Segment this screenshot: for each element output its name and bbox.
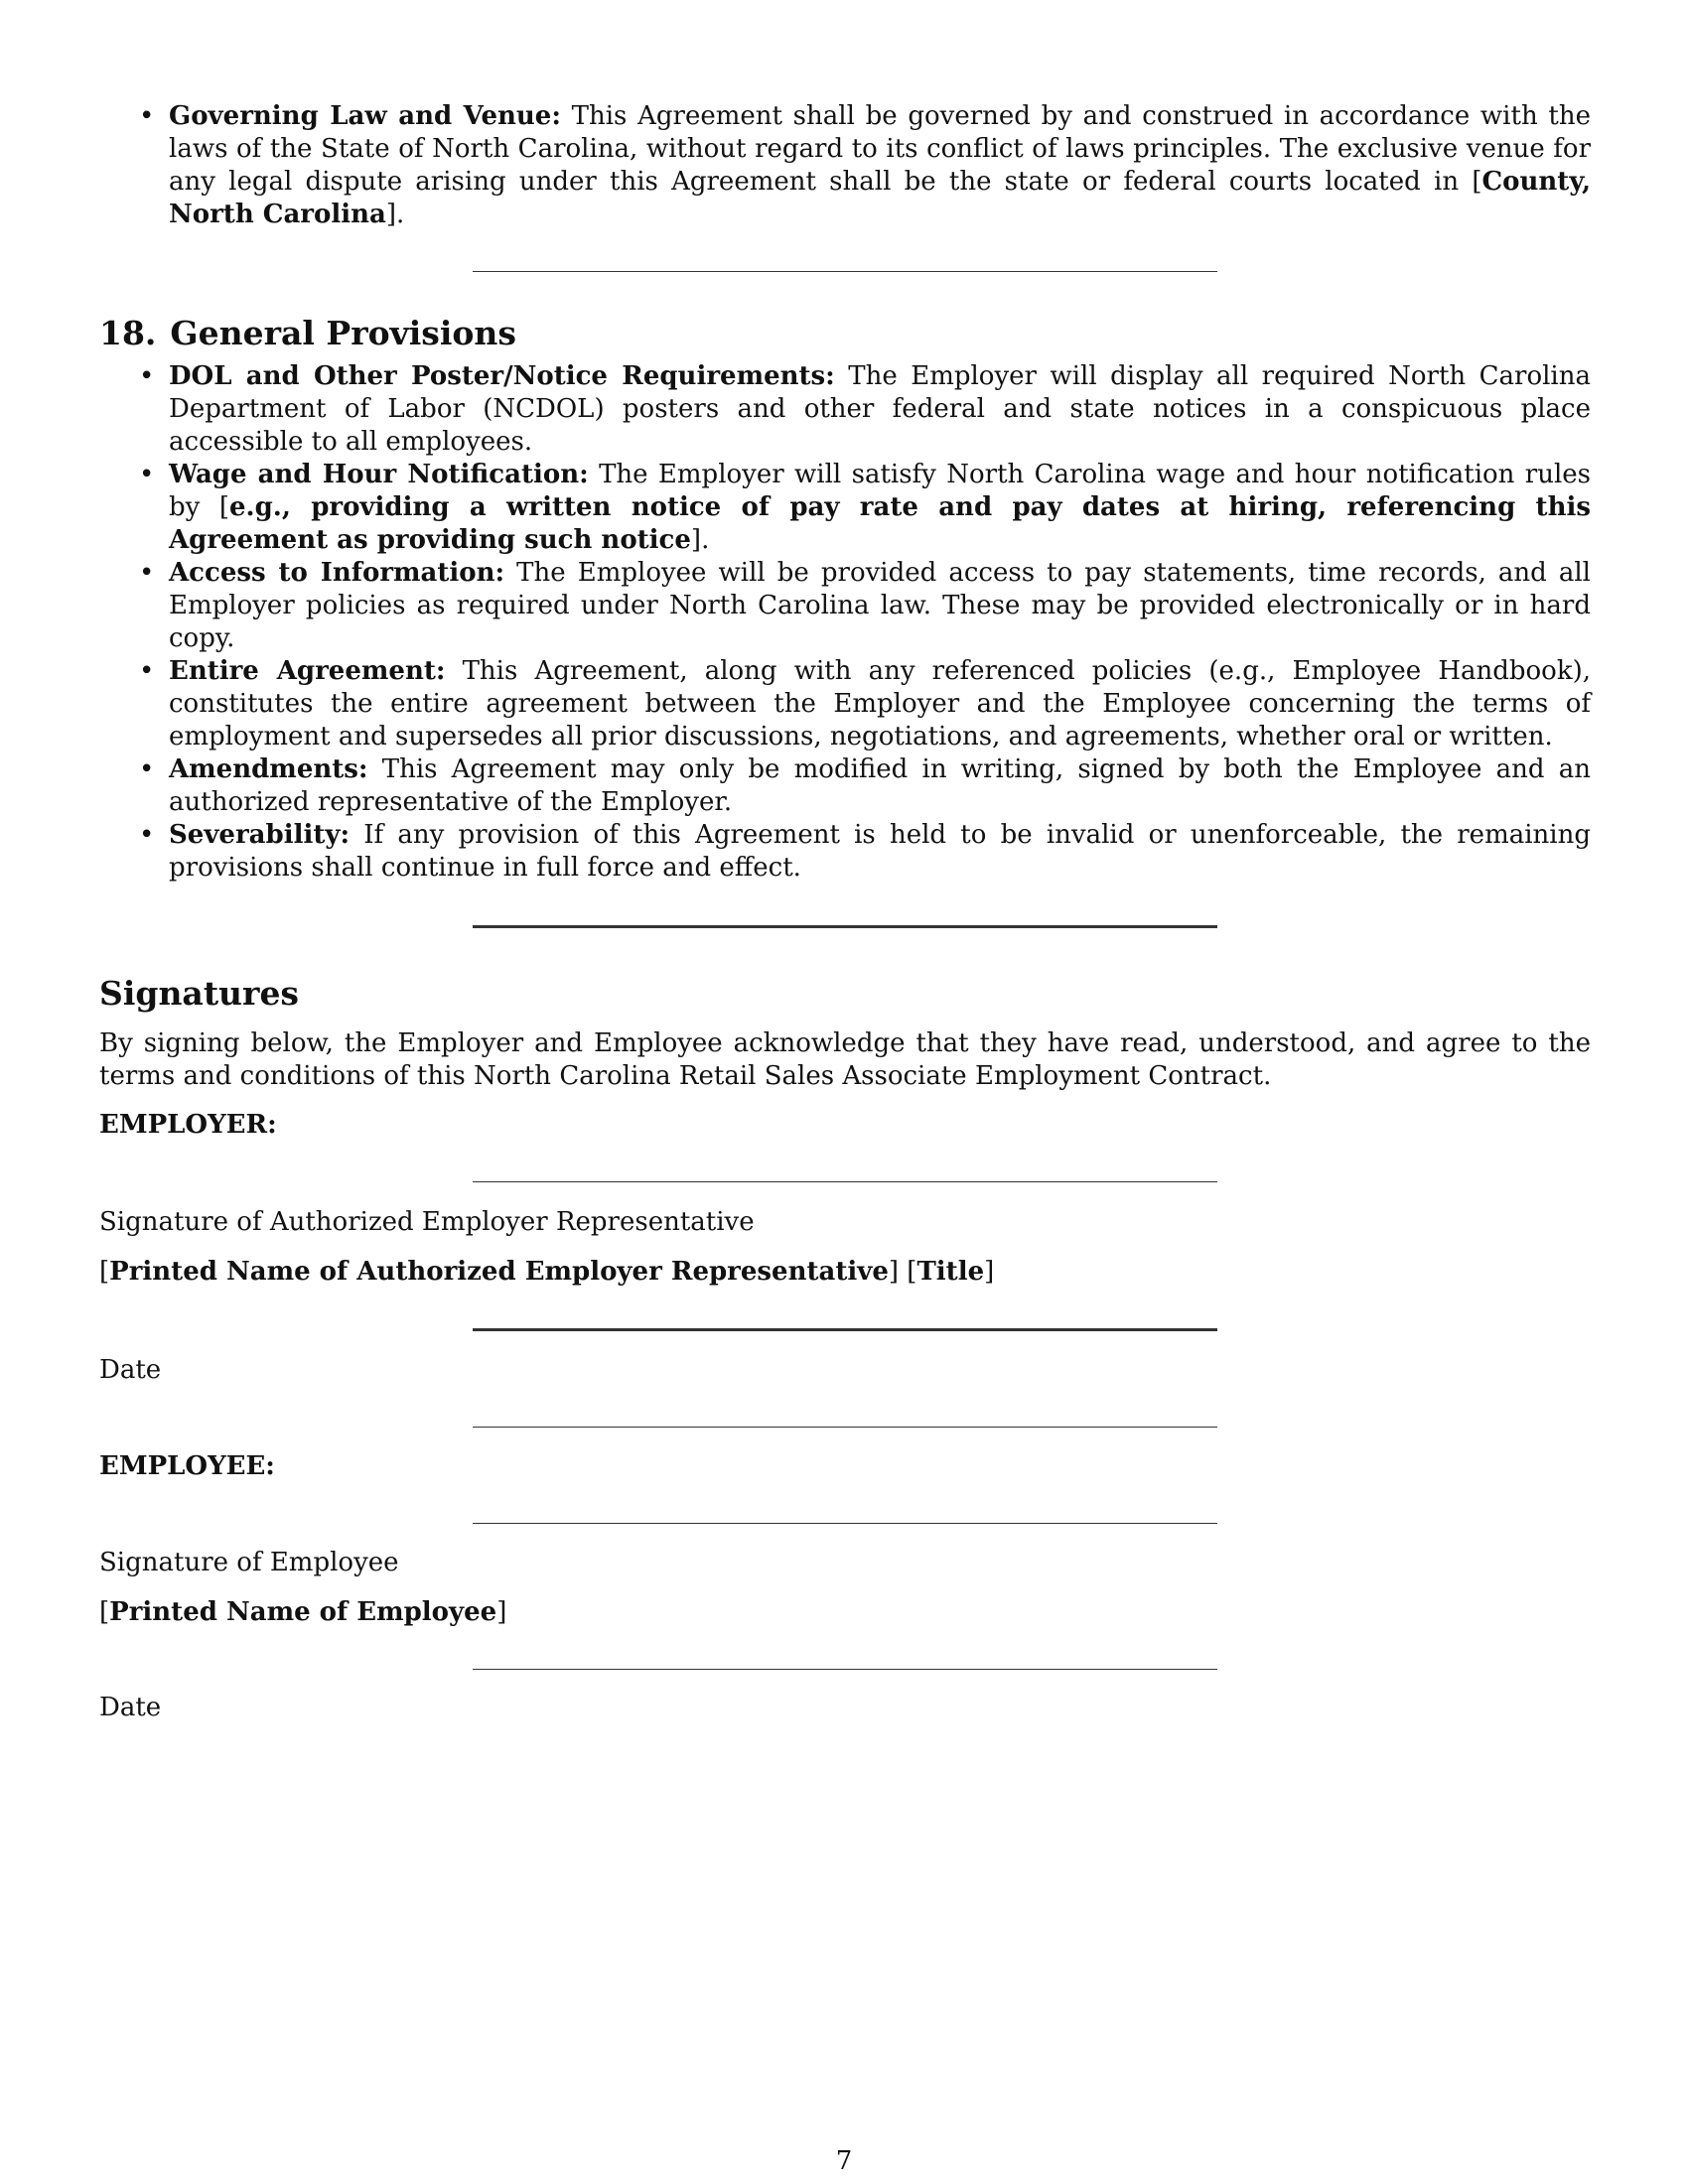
employee-signature-line (473, 1523, 1217, 1524)
list-item: • Wage and Hour Notification: The Employer will satisfy North Carolina wage and hour notification rules by [e.g., providing a written notice of pay rate and pay dates at hiring, referencing this Agreement as providing such notice]. (139, 460, 1592, 555)
item-text: The Employee will be provided access to pay statements, time records, and all Employer policies as required under North Carolina law. These may be provided electronically or in hard copy. (169, 558, 1591, 653)
employer-heading: EMPLOYER: (99, 1110, 277, 1140)
governing-law-item: • Governing Law and Venue: This Agreement shall be governed by and construed in accordance with the laws of the State of North Carolina, without regard to its conflict of laws principles. The exclusive venue for any legal dispute arising under this Agreement shall be the state or federal courts located in [County, North Carolina]. (139, 101, 1591, 229)
employer-title-placeholder: Title (916, 1257, 985, 1287)
item-label: Entire Agreement: (169, 656, 446, 686)
employee-heading: EMPLOYEE: (99, 1451, 275, 1481)
bullet-icon: • (139, 754, 155, 784)
item-label: DOL and Other Poster/Notice Requirements: (169, 361, 835, 391)
employer-printed-name: [Printed Name of Authorized Employer Representative] [Title] (99, 1257, 995, 1287)
employee-date-line (473, 1669, 1217, 1670)
governing-list (99, 100, 1591, 231)
bullet-icon: • (139, 101, 155, 131)
governing-law-end: . (396, 200, 405, 229)
list-item (99, 655, 1591, 753)
employer-date-label: Date (99, 1355, 162, 1385)
section-divider (473, 925, 1217, 928)
list-item (99, 753, 1591, 819)
employee-signature-label: Signature of Employee (99, 1548, 399, 1577)
employee-date-label: Date (99, 1693, 162, 1722)
item-label: Amendments: (169, 754, 368, 784)
bullet-icon: • (139, 656, 155, 686)
employer-name-placeholder: Printed Name of Authorized Employer Representative (109, 1257, 889, 1287)
governing-law-text: This Agreement shall be governed by and construed in accordance with the laws of the State of North Carolina, without regard to its conflict of laws principles. The exclusive venue for any legal dispute arising under this Agreement shall be the state or federal courts located in (169, 101, 1591, 197)
list-item (99, 360, 1591, 459)
list-item (99, 557, 1591, 655)
signatures-heading: Signatures (99, 974, 300, 1013)
item-end: . (701, 525, 710, 555)
bullet-icon: • (139, 460, 155, 489)
page-number: 7 (835, 2146, 853, 2176)
item-text: This Agreement, along with any referenced policies (e.g., Employee Handbook), constitutes the entire agreement between the Employer and the Employee concerning the terms of employment and supersedes all prior discussions, negotiations, and agreements, whether oral or written. (169, 656, 1591, 751)
item-label: Severability: (169, 820, 351, 850)
item-text: The Employer will display all required North Carolina Department of Labor (NCDOL) posters and other federal and state notices in a conspicuous place accessible to all employees. (169, 361, 1591, 457)
item-text: If any provision of this Agreement is held to be invalid or unenforceable, the remaining provisions shall continue in full force and effect. (169, 820, 1591, 883)
section-divider (473, 271, 1217, 272)
employee-printed-name: [Printed Name of Employee] (99, 1597, 507, 1627)
general-provisions-list (99, 360, 1591, 885)
item-text: The Employer will satisfy North Carolina wage and hour notification rules by (169, 460, 1592, 522)
venue-placeholder: County, North Carolina (169, 167, 1591, 229)
employer-signature-line (473, 1181, 1217, 1182)
notification-placeholder: e.g., providing a written notice of pay rate and pay dates at hiring, referencing this Agreement as providing such notice (169, 492, 1591, 555)
section-title: General Provisions (170, 314, 517, 352)
bullet-icon: • (139, 820, 155, 850)
employer-date-line (473, 1328, 1217, 1331)
signatures-intro: By signing below, the Employer and Employee acknowledge that they have read, understood, and agree to the terms and conditions of this North Carolina Retail Sales Associate Employment Contract. (99, 1028, 1591, 1091)
employer-signature-label: Signature of Authorized Employer Representative (99, 1207, 755, 1237)
section-number: 18. (99, 314, 157, 352)
item-label: Wage and Hour Notification: (169, 460, 589, 489)
item-text: This Agreement may only be modified in writing, signed by both the Employee and an authorized representative of the Employer. (169, 754, 1591, 817)
section-18-heading (99, 314, 1591, 353)
employee-name-placeholder: Printed Name of Employee (109, 1597, 497, 1627)
bullet-icon: • (139, 361, 155, 391)
section-divider (473, 1427, 1217, 1428)
governing-law-label: Governing Law and Venue: (169, 101, 561, 131)
bullet-icon: • (139, 558, 155, 588)
item-label: Access to Information: (169, 558, 505, 588)
list-item (99, 819, 1591, 885)
document-page (99, 99, 1591, 1724)
